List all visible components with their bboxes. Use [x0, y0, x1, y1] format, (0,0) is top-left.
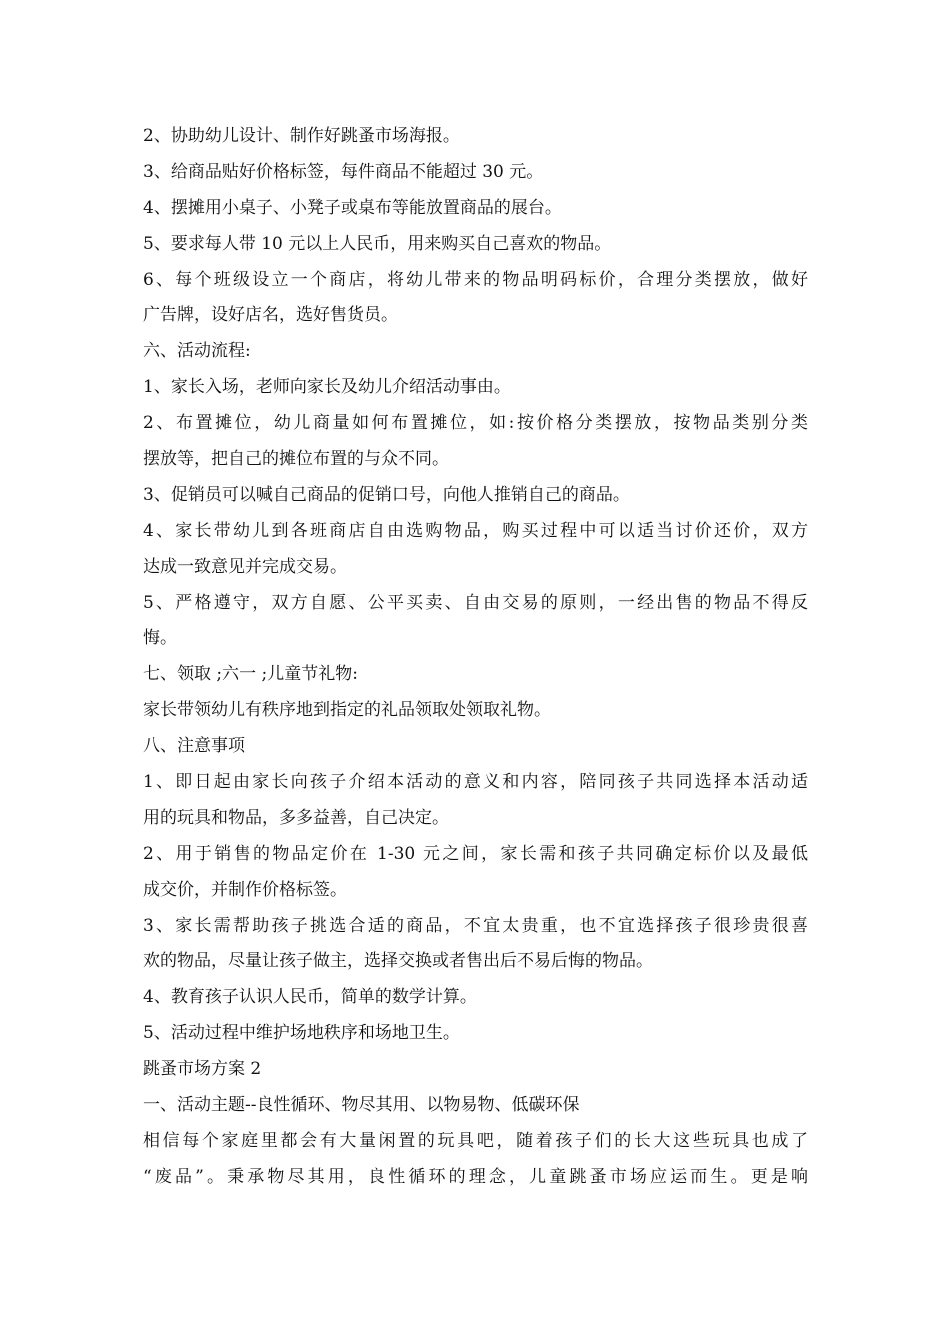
- text-line: 4、家长带幼儿到各班商店自由选购物品，购买过程中可以适当讨价还价，双方: [143, 520, 808, 541]
- text-line: 用的玩具和物品，多多益善，自己决定。: [143, 807, 449, 828]
- text-line: 2、协助幼儿设计、制作好跳蚤市场海报。: [143, 126, 460, 146]
- text-line: 5、严格遵守，双方自愿、公平买卖、自由交易的原则，一经出售的物品不得反: [143, 592, 808, 613]
- text-line: 2、用于销售的物品定价在 1-30 元之间，家长需和孩子共同确定标价以及最低: [143, 843, 808, 864]
- text-line: 3、给商品贴好价格标签，每件商品不能超过 30 元。: [143, 161, 544, 182]
- text-line: 6、每个班级设立一个商店，将幼儿带来的物品明码标价，合理分类摆放，做好: [143, 269, 808, 290]
- section-heading: 跳蚤市场方案 2: [143, 1059, 262, 1080]
- text-line: 成交价，并制作价格标签。: [143, 879, 347, 900]
- text-line: 摆放等，把自己的摊位布置的与众不同。: [143, 449, 449, 470]
- text-line: 3、家长需帮助孩子挑选合适的商品，不宜太贵重，也不宜选择孩子很珍贵很喜: [143, 915, 808, 936]
- text-line: 家长带领幼儿有秩序地到指定的礼品领取处领取礼物。: [143, 700, 551, 721]
- text-line: 3、促销员可以喊自己商品的促销口号，向他人推销自己的商品。: [143, 484, 630, 505]
- text-line: 1、即日起由家长向孩子介绍本活动的意义和内容，陪同孩子共同选择本活动适: [143, 772, 808, 793]
- text-line: 广告牌，设好店名，选好售货员。: [143, 305, 398, 326]
- text-line: 5、要求每人带 10 元以上人民币，用来购买自己喜欢的物品。: [143, 233, 612, 254]
- document-page: [143, 119, 808, 1196]
- text-line: 4、摆摊用小桌子、小凳子或桌布等能放置商品的展台。: [143, 197, 562, 218]
- text-line: 2、布置摊位，幼儿商量如何布置摊位，如:按价格分类摆放，按物品类别分类: [143, 413, 808, 434]
- section-heading: 一、活动主题--良性循环、物尽其用、以物易物、低碳环保: [143, 1095, 580, 1116]
- text-line: 4、教育孩子认识人民币，简单的数学计算。: [143, 987, 477, 1008]
- text-line: 欢的物品，尽量让孩子做主，选择交换或者售出后不易后悔的物品。: [143, 951, 653, 972]
- text-line: 达成一致意见并完成交易。: [143, 556, 347, 577]
- text-line: 1、家长入场，老师向家长及幼儿介绍活动事由。: [143, 377, 511, 398]
- section-heading: 七、领取 ;六一 ;儿童节礼物:: [143, 664, 358, 685]
- section-heading: 六、活动流程:: [143, 341, 251, 362]
- text-line: 相信每个家庭里都会有大量闲置的玩具吧，随着孩子们的长大这些玩具也成了: [143, 1130, 808, 1151]
- text-line: 5、活动过程中维护场地秩序和场地卫生。: [143, 1023, 460, 1044]
- section-heading: 八、注意事项: [143, 736, 245, 757]
- text-line: “废品”。秉承物尽其用，良性循环的理念，儿童跳蚤市场应运而生。更是响: [143, 1166, 808, 1187]
- text-line: 悔。: [143, 628, 177, 649]
